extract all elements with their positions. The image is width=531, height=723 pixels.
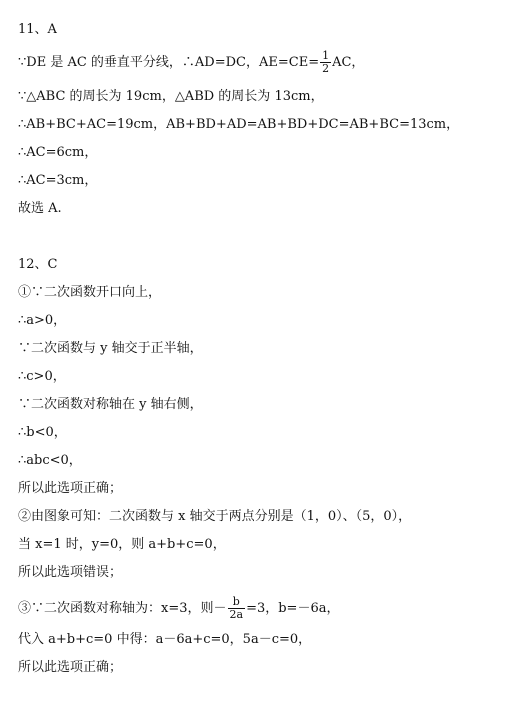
problem-12-line-6: ∴b<0，	[18, 425, 67, 440]
problem-12-line-10: 当 x=1 时，y=0，则 a+b+c=0，	[18, 537, 226, 552]
problem-12-line-4: ∴c>0，	[18, 369, 66, 384]
problem-11-line-2: ∵△ABC 的周长为 19cm，△ABD 的周长为 13cm，	[18, 89, 324, 104]
problem-11-header: 11、A	[18, 22, 57, 37]
problem-11-line-1	[18, 50, 364, 75]
problem-12-line-14: 所以此选项正确；	[18, 660, 123, 675]
problem-11-line-1-tail: AC，	[332, 55, 365, 70]
fraction-numerator: 1	[322, 49, 330, 62]
problem-12-line-7: ∴abc<0，	[18, 453, 82, 468]
problem-12-line-12-tail: =3，b=－6a，	[246, 601, 340, 616]
fraction-b-over-2a	[228, 596, 246, 621]
problem-12-header: 12、C	[18, 257, 58, 272]
problem-11-line-4: ∴AC=6cm，	[18, 145, 98, 160]
problem-12-line-11: 所以此选项错误；	[18, 565, 123, 580]
fraction-denominator: 2a	[229, 608, 244, 621]
problem-11-line-3: ∴AB+BC+AC=19cm，AB+BD+AD=AB+BD+DC=AB+BC=13cm，	[18, 117, 460, 132]
problem-12-line-12-text: ③∵二次函数对称轴为：x=3，则－	[18, 601, 227, 616]
fraction-denominator: 2	[322, 62, 330, 75]
problem-12-line-3: ∵二次函数与 y 轴交于正半轴，	[18, 341, 203, 356]
problem-12-line-1: ①∵二次函数开口向上，	[18, 285, 162, 300]
fraction-one-half	[320, 50, 331, 75]
fraction-numerator: b	[228, 596, 246, 609]
problem-12-line-5: ∵二次函数对称轴在 y 轴右侧，	[18, 397, 203, 412]
problem-12-line-13: 代入 a+b+c=0 中得：a－6a+c=0，5a－c=0，	[18, 632, 312, 647]
problem-11-line-1-text: ∵DE 是 AC 的垂直平分线，∴AD=DC，AE=CE=	[18, 55, 320, 70]
problem-11-conclusion: 故选 A.	[18, 201, 62, 216]
problem-12-line-2: ∴a>0，	[18, 313, 67, 328]
problem-12-line-12	[18, 596, 339, 621]
problem-11-line-5: ∴AC=3cm，	[18, 173, 98, 188]
problem-12-line-9: ②由图象可知：二次函数与 x 轴交于两点分别是（1，0）、（5，0），	[18, 509, 412, 524]
problem-12-line-8: 所以此选项正确；	[18, 481, 123, 496]
